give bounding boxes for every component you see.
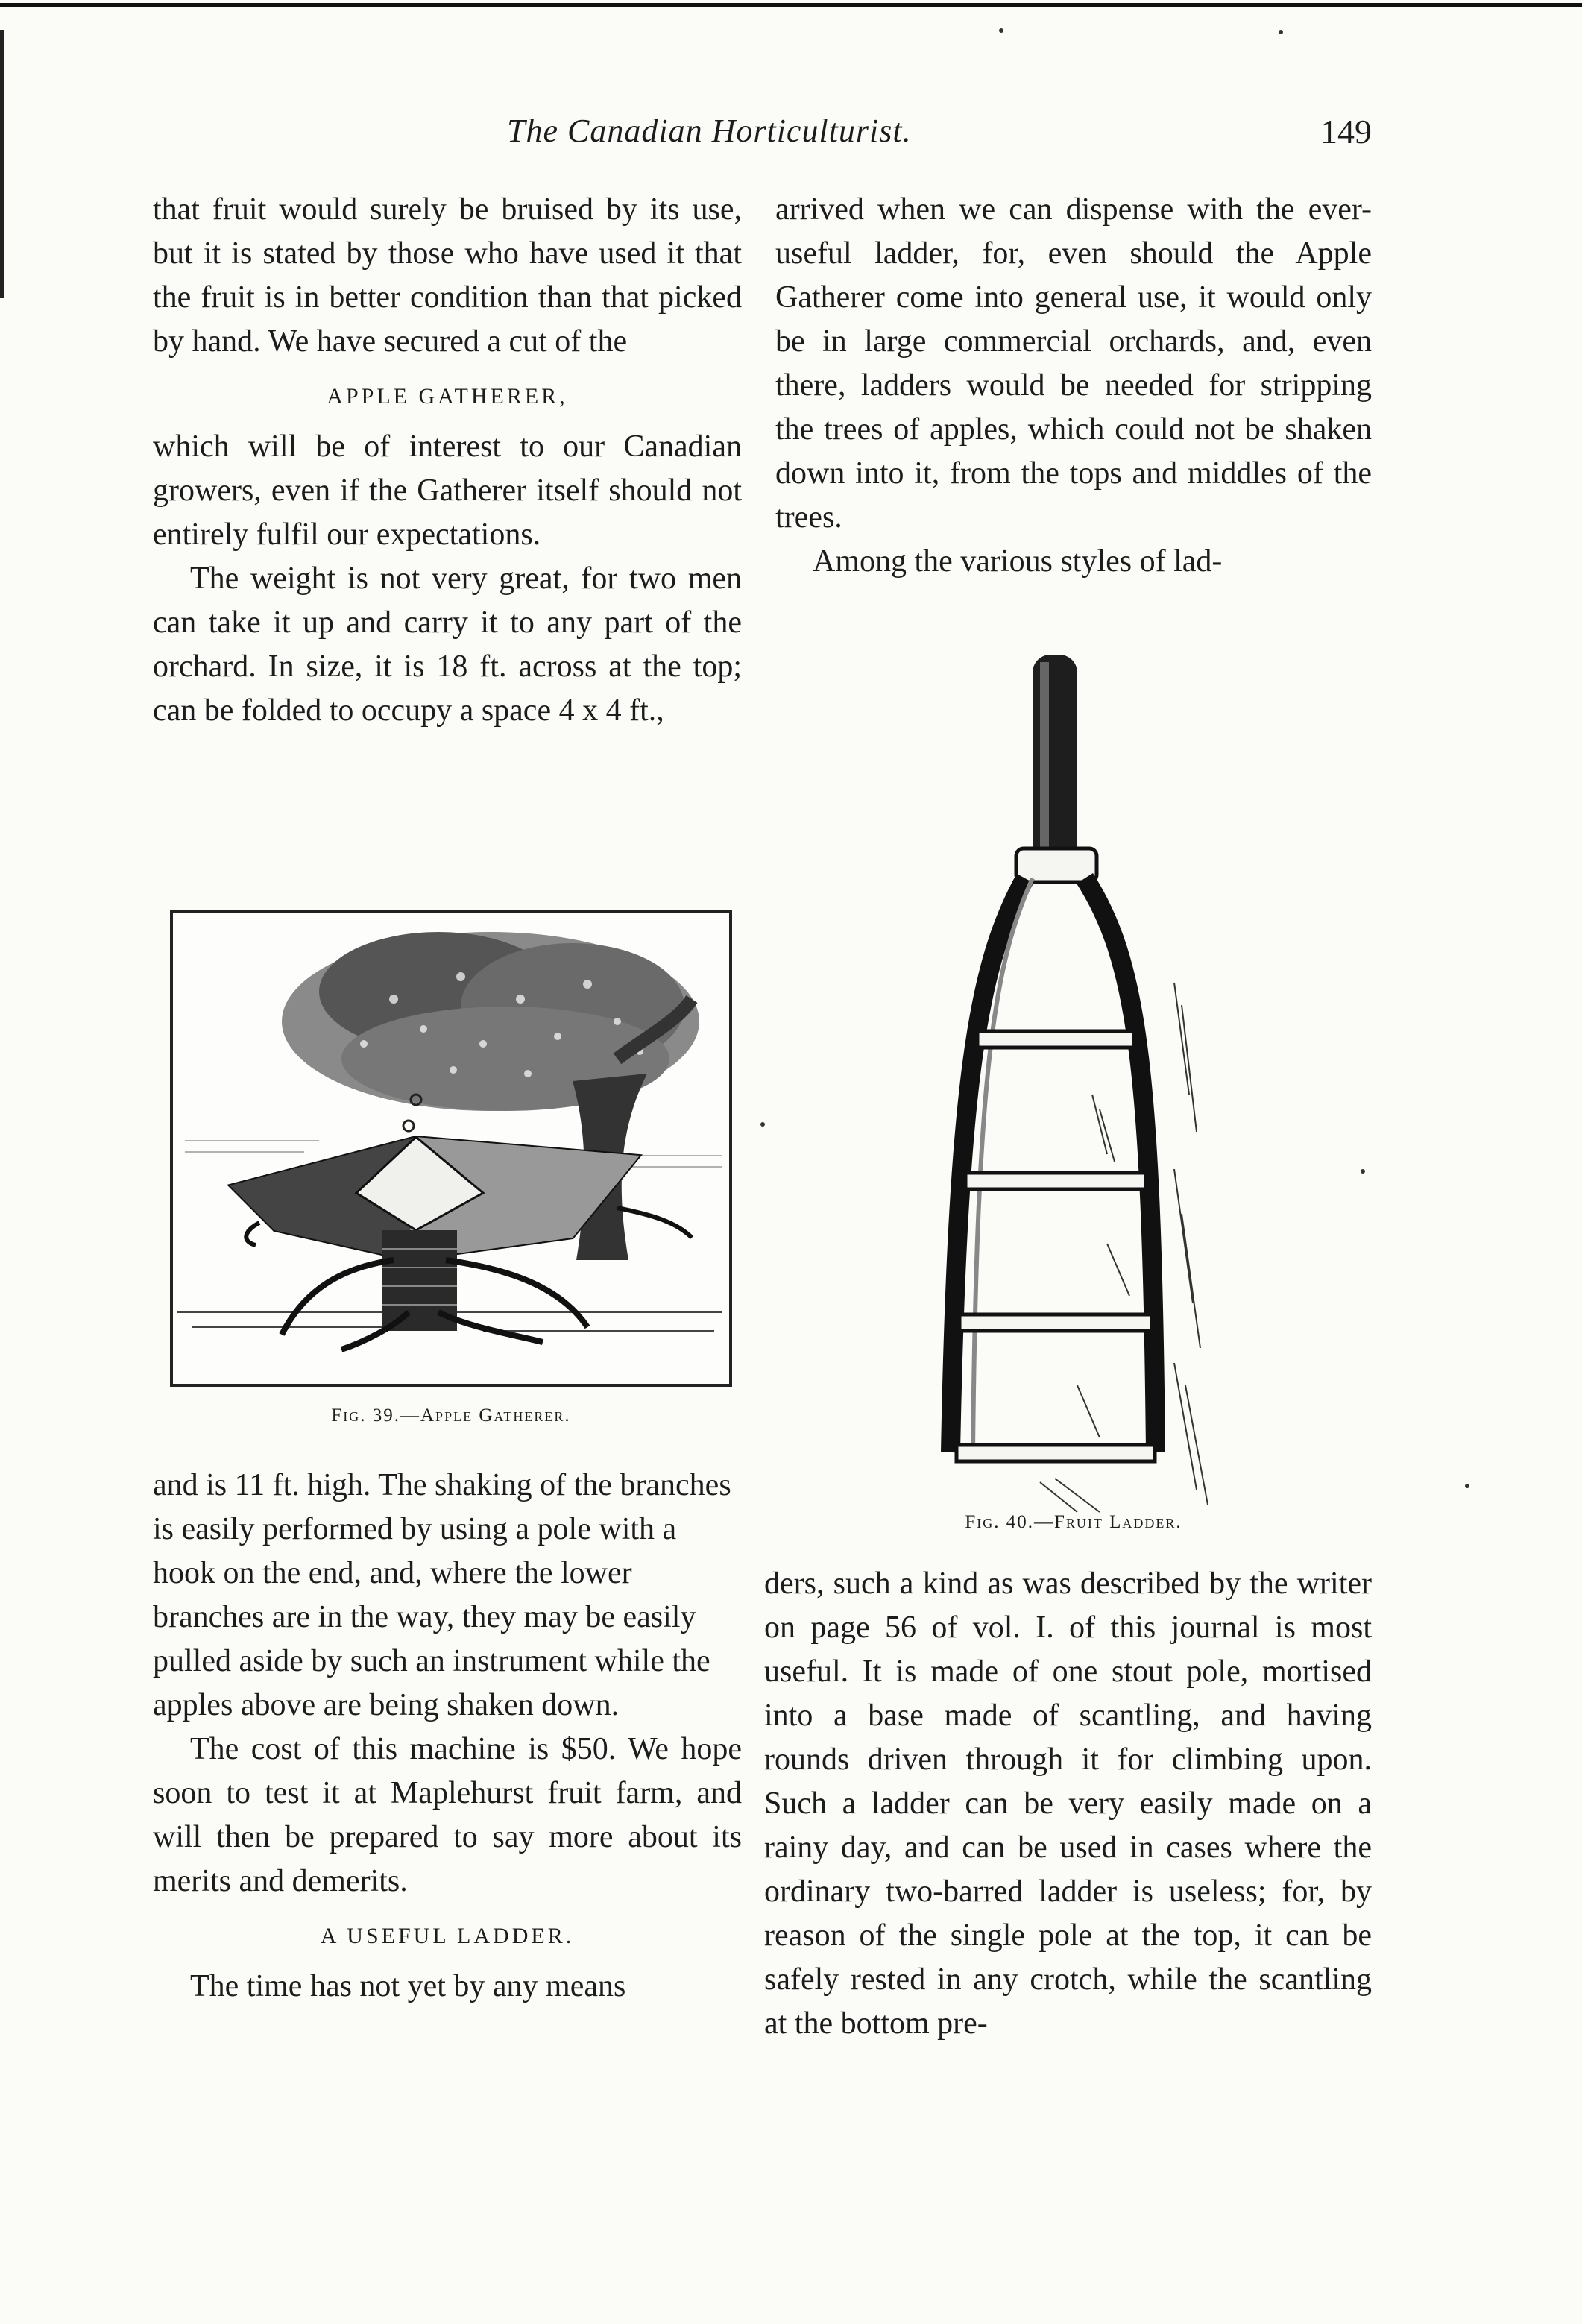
running-title: The Canadian Horticulturist.	[507, 113, 912, 149]
scan-speck	[1465, 1484, 1469, 1488]
figure-39-caption: Fig. 39.—Apple Gatherer.	[331, 1405, 571, 1426]
paragraph: and is 11 ft. high. The shaking of the branches is easily performed by using a pole with a hook on the end, and, where the lower branches are in the way, they may be easily pulled aside by such an instrument while the apples above are being shaken down.	[153, 1468, 731, 1722]
paragraph: arrived when we can dispense with the ever-useful ladder, for, even should the Apple Gatherer come into general use, it would only be in large commercial orchards, and, even there, ladders would be needed for stripping the trees of apples, which could not be shaken down into it, from the tops and middles of the trees.	[775, 192, 1372, 535]
left-column-upper	[153, 188, 742, 733]
figure-frame	[170, 910, 732, 1387]
scan-speck	[1361, 1169, 1365, 1174]
paragraph: that fruit would surely be bruised by its use, but it is stated by those who have used it that the fruit is in better condition than that picked by hand. We have secured a cut of the	[153, 192, 742, 359]
paragraph: which will be of interest to our Canadian growers, even if the Gatherer itself should not entirely fulfil our expectations.	[153, 429, 742, 552]
figure-40-caption: Fig. 40.—Fruit Ladder.	[965, 1512, 1182, 1532]
left-column-lower	[153, 1464, 742, 2009]
scan-border-left	[0, 30, 4, 298]
paragraph: Among the various styles of lad-	[813, 544, 1223, 579]
page-number: 149	[1320, 113, 1372, 151]
scan-border-top	[0, 3, 1582, 10]
paragraph: The cost of this machine is $50. We hope soon to test it at Maplehurst fruit farm, and will then be prepared to say more about its merits and demerits.	[153, 1732, 742, 1898]
apple-gatherer-illustration	[170, 910, 732, 1387]
fruit-ladder-illustration	[928, 647, 1226, 1527]
section-heading-useful-ladder: A USEFUL LADDER.	[320, 1924, 575, 1948]
paragraph: The weight is not very great, for two men can take it up and carry it to any part of the orchard. In size, it is 18 ft. across at the top; can be folded to occupy a space 4 x 4 ft.,	[153, 561, 742, 728]
page-header	[149, 112, 1372, 164]
right-column-upper	[775, 188, 1372, 584]
paragraph: ders, such a kind as was described by the writer on page 56 of vol. I. of this journal is most useful. It is made of one stout pole, mortised into a base made of scantling, and having rounds driven through it for climbing upon. Such a ladder can be very easily made on a rainy day, and can be used in cases where the ordinary two-barred ladder is useless; for, by reason of the single pole at the top, it can be safely rested in any crotch, while the scantling at the bottom pre-	[764, 1566, 1372, 2041]
scan-speck	[760, 1122, 765, 1127]
right-column-lower	[764, 1562, 1372, 2046]
section-heading-apple-gatherer: APPLE GATHERER,	[327, 384, 568, 409]
scan-speck	[999, 28, 1003, 33]
paragraph: The time has not yet by any means	[190, 1969, 626, 2003]
scan-speck	[1279, 30, 1283, 34]
